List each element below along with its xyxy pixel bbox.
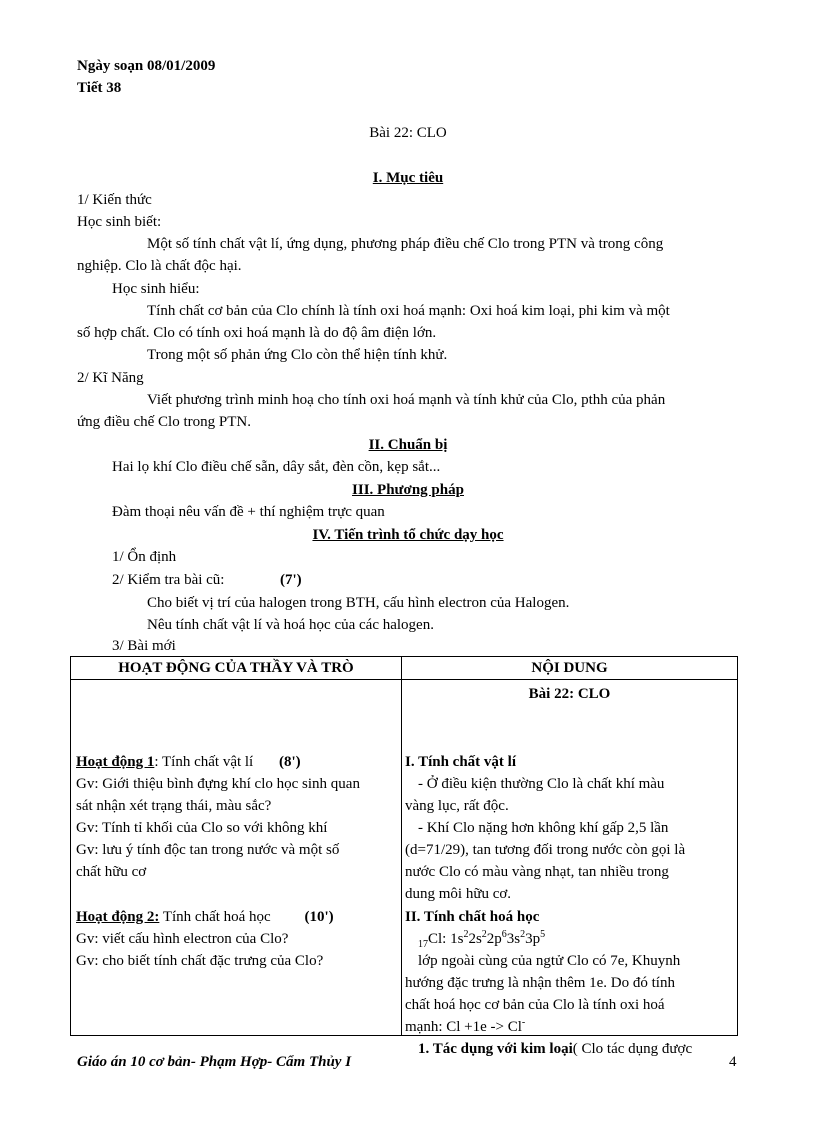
know-text-2: nghiệp. Clo là chất độc hại.	[77, 258, 242, 274]
right-line-2: vàng lục, rất độc.	[405, 798, 509, 814]
know-text-1: Một số tính chất vật lí, ứng dụng, phương pháp điều chế Clo trong PTN và trong công	[147, 236, 664, 252]
atomic-number: 17	[418, 939, 428, 950]
prep-heading: II. Chuẩn bị	[368, 437, 448, 453]
activity-2-time: (10')	[304, 909, 334, 925]
left-line-7: Gv: cho biết tính chất đặc trưng của Clo?	[76, 953, 324, 969]
config-part: 3s	[506, 931, 521, 947]
activity-1-time: (8')	[278, 754, 301, 770]
objectives-heading: I. Mục tiêu	[372, 170, 444, 186]
activity-1-label: Hoạt động 1	[76, 754, 155, 770]
right-line-1: - Ở điều kiện thường Clo là chất khí màu	[418, 776, 665, 792]
page-number: 4	[729, 1054, 737, 1070]
config-sup: 2	[481, 929, 487, 940]
config-part: Cl: 1s	[428, 931, 464, 947]
left-line-5: chất hữu cơ	[76, 864, 147, 880]
config-part: 2s	[468, 931, 482, 947]
lesson-table	[70, 656, 738, 1057]
right-line-3: - Khí Clo nặng hơn không khí gấp 2,5 lần	[418, 820, 669, 836]
check-label: 2/ Kiểm tra bài cũ:	[112, 572, 225, 588]
left-line-1: Gv: Giới thiệu bình đựng khí clo học sinh quan	[76, 776, 360, 792]
col-activities-header: HOẠT ĐỘNG CỦA THẦY VÀ TRÒ	[71, 657, 402, 680]
skills-text-1: Viết phương trình minh hoạ cho tính oxi hoá mạnh và tính khử của Clo, pthh của phản	[147, 392, 666, 408]
left-line-2: sát nhận xét trạng thái, màu sắc?	[76, 798, 272, 814]
check-time: (7')	[280, 572, 302, 588]
understand-text-2: số hợp chất. Clo có tính oxi hoá mạnh là do độ âm điện lớn.	[77, 325, 437, 341]
activity-2-title: Tính chất hoá học	[162, 909, 271, 925]
method-heading: III. Phương pháp	[352, 482, 464, 498]
method-text: Đàm thoại nêu vấn đề + thí nghiệm trực quan	[112, 504, 385, 520]
activity-2-line	[76, 906, 334, 928]
table-row	[71, 680, 738, 1036]
check-question-2: Nêu tính chất vật lí và hoá học của các halogen.	[147, 617, 434, 633]
right-line-7: lớp ngoài cùng của ngtử Clo có 7e, Khuynh	[418, 953, 681, 969]
understand-text-1: Tính chất cơ bản của Clo chính là tính oxi hoá mạnh: Oxi hoá kim loại, phi kim và một	[147, 303, 670, 319]
metal-reaction-heading: 1. Tác dụng với kim loại	[418, 1041, 573, 1057]
skills-text-2: ứng điều chế Clo trong PTN.	[77, 414, 251, 430]
footer-text: Giáo án 10 cơ bản- Phạm Hợp- Cẩm Thủy I	[77, 1054, 352, 1070]
metal-reaction-note: ( Clo tác dụng được	[572, 1041, 693, 1057]
left-line-6: Gv: viết cấu hình electron của Clo?	[76, 931, 289, 947]
knowledge-label: 1/ Kiến thức	[77, 192, 152, 208]
right-line-11	[418, 1038, 692, 1060]
col-content-header: NỘI DUNG	[402, 657, 738, 680]
activity-2-label: Hoạt động 2:	[76, 909, 160, 925]
lesson-title: Bài 22: CLO	[369, 125, 447, 141]
period-number: Tiết 38	[77, 80, 122, 96]
config-sup: 2	[520, 929, 526, 940]
physical-properties-heading: I. Tính chất vật lí	[405, 754, 516, 770]
content-cell	[402, 680, 738, 1057]
activity-1-line	[76, 751, 301, 773]
oxidation-equation: mạnh: Cl +1e -> Cl	[405, 1019, 522, 1035]
students-know-label: Học sinh biết:	[77, 214, 162, 230]
config-part: 2p	[486, 931, 502, 947]
prep-date: Ngày soạn 08/01/2009	[77, 58, 216, 74]
right-line-10	[405, 1016, 525, 1038]
activities-cell	[71, 680, 402, 1036]
students-understand-label: Học sinh hiểu:	[112, 281, 200, 297]
right-line-4: (d=71/29), tan tương đối trong nước còn gọi là	[405, 842, 686, 858]
config-sup: 6	[501, 929, 507, 940]
config-sup: 2	[463, 929, 469, 940]
left-line-4: Gv: lưu ý tính độc tan trong nước và một số	[76, 842, 340, 858]
check-question-1: Cho biết vị trí của halogen trong BTH, cấu hình electron của Halogen.	[147, 595, 570, 611]
chemical-properties-heading: II. Tính chất hoá học	[405, 909, 540, 925]
stabilize-label: 1/ Ổn định	[112, 549, 177, 565]
left-line-3: Gv: Tính tỉ khối của Clo so với không khí	[76, 820, 328, 836]
new-lesson-label: 3/ Bài mới	[112, 638, 176, 654]
right-line-9: chất hoá học cơ bản của Clo là tính oxi hoá	[405, 997, 665, 1013]
table-header-row	[71, 657, 738, 680]
config-part: 3p	[525, 931, 541, 947]
process-heading: IV. Tiến trình tổ chức dạy học	[312, 527, 504, 543]
activity-1-title: : Tính chất vật lí	[154, 754, 254, 770]
content-title: Bài 22: CLO	[528, 686, 611, 702]
skills-label: 2/ Kĩ Năng	[77, 370, 144, 386]
understand-text-3: Trong một số phản ứng Clo còn thể hiện tính khử.	[147, 347, 448, 363]
config-sup: 5	[540, 929, 546, 940]
electron-configuration	[418, 928, 545, 950]
ion-charge: -	[521, 1017, 526, 1028]
right-line-8: hướng đặc trưng là nhận thêm 1e. Do đó tính	[405, 975, 675, 991]
prep-text: Hai lọ khí Clo điều chế sẵn, dây sắt, đèn cồn, kẹp sắt...	[112, 459, 441, 475]
right-line-6: dung môi hữu cơ.	[405, 886, 512, 902]
right-line-5: nước Clo có màu vàng nhạt, tan nhiều trong	[405, 864, 669, 880]
